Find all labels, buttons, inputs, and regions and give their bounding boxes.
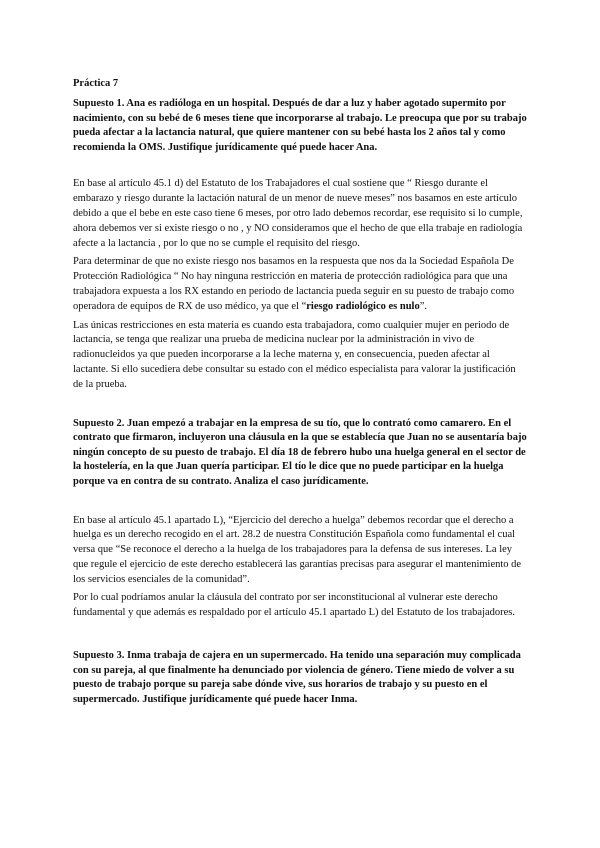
case-1-answer-paragraph-3: Las únicas restricciones en esta materia es cuando esta trabajadora, como cualquier mujer en periodo de lactancia, se tenga que realizar una prueba de medicina nuclear por la administración in vivo de radionucleidos ya que pueden incorporarse a la leche materna y, en consecuencia, pueden afectar al lactante. Si ello sucediera debe consultar su estado con el médico especialista para valorar la justificación de la prueba. xyxy=(73,319,516,390)
case-2-answer-paragraph-1: En base al artículo 45.1 apartado L), “Ejercicio del derecho a huelga” debemos recordar que el derecho a huelga es un derecho recogido en el art. 28.2 de nuestra Constitución Española como fundamental el cual versa que “Se reconoce el derecho a la huelga de los trabajadores para la defensa de sus intereses. La ley que regule el ejercicio de este derecho establecerá las garantías precisas para asegurar el mantenimiento de los servicios esenciales de la comunidad”. xyxy=(73,514,522,585)
emphasis-text: riesgo radiológico es nulo xyxy=(306,300,420,312)
case-2-question: Supuesto 2. Juan empezó a trabajar en la empresa de su tío, que lo contrató como camarero. En el contrato que firmaron, incluyeron una cláusula en la que se establecía que Juan no se ausentaría bajo ningún concepto de su puesto de trabajo. El día 18 de febrero hubo una huelga general en el sector de la hostelería, en la que Juan quería participar. El tío le dice que no puede participar en la huelga porque va en contra de su contrato. Analiza el caso jurídicamente. xyxy=(73,417,527,487)
case-2-answer-paragraph-2: Por lo cual podríamos anular la cláusula del contrato por ser inconstitucional al vulnerar este derecho fundamental y que además es respaldado por el artículo 45.1 apartado L) del Estatuto de los trabajadores. xyxy=(73,592,516,619)
answer-text: Para determinar de que no existe riesgo nos basamos en la respuesta que nos da la Sociedad Española De Protección Radiológica “ No hay ninguna restricción en materia de protección radiológica para que una trabajadora expuesta a los RX estando en periodo de lactancia pueda seguir en su puesto de trabajo como operadora de equipos de RX de uso médico, ya que el “ xyxy=(73,256,515,312)
answer-text-end: ”. xyxy=(419,300,428,312)
page-title: Práctica 7 xyxy=(73,78,119,89)
document-page xyxy=(73,78,527,707)
case-1-question: Supuesto 1. Ana es radióloga en un hospital. Después de dar a luz y haber agotado supermito por nacimiento, con su bebé de 6 meses tiene que incorporarse al trabajo. Le preocupa que por su trabajo pueda afectar a la lactancia natural, que quiere mantener con su bebé hasta los 2 años tal y como recomienda la OMS. Justifique jurídicamente qué puede hacer Ana. xyxy=(73,98,527,153)
case-1-answer-paragraph-1: En base al artículo 45.1 d) del Estatuto de los Trabajadores el cual sostiene que “ Riesgo durante el embarazo y riesgo durante la lactación natural de un menor de nueve meses” nos basamos en este artículo debido a que el bebe en este caso tiene 6 meses, por otro lado debemos recordar, ese requisito si lo cumple, ahora debemos ver si existe riesgo o no , y NO consideramos que el hecho de que ella trabaje en radiología afecte a la lactancia , por lo que no se cumple el requisito del riesgo. xyxy=(73,178,523,249)
case-3-question: Supuesto 3. Inma trabaja de cajera en un supermercado. Ha tenido una separación muy complicada con su pareja, al que finalmente ha denunciado por violencia de género. Tiene miedo de volver a su puesto de trabajo porque su pareja sabe dónde vive, sus horarios de trabajo y su puesto en el supermercado. Justifique jurídicamente qué puede hacer Inma. xyxy=(73,650,521,705)
case-1-answer-paragraph-2 xyxy=(73,255,527,314)
